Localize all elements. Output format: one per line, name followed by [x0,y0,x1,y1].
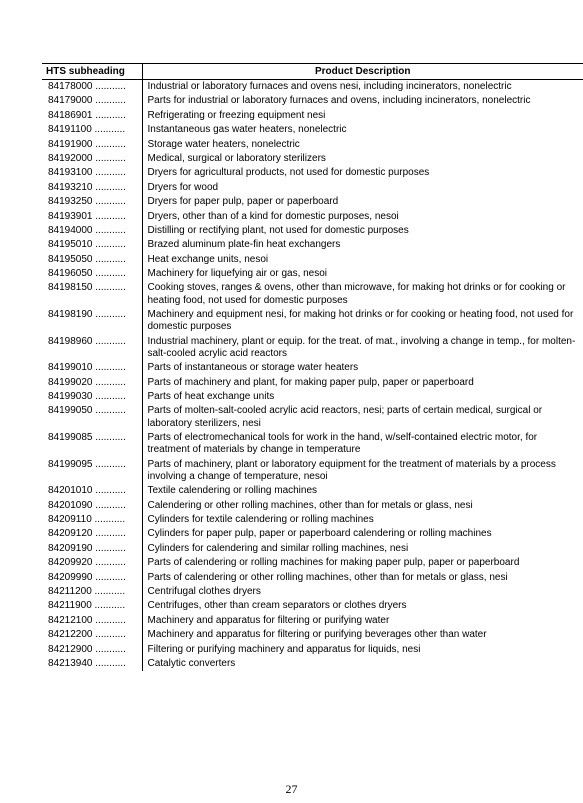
dot-leader: ........... [95,376,126,388]
hts-code-cell [42,643,142,657]
dot-leader: ........... [95,571,126,583]
product-description-cell: Dryers for wood [147,181,219,193]
product-description-cell: Parts of instantaneous or storage water heaters [147,362,359,374]
dot-leader: ........... [95,528,126,540]
hts-code: 84213940 [48,657,93,669]
table-body [42,80,583,672]
hts-code-cell [42,513,142,527]
product-description-cell: Dryers for agricultural products, not used for domestic purposes [147,167,430,179]
hts-code: 84201090 [48,499,93,511]
dot-leader: ........... [95,109,126,121]
hts-code: 84209110 [48,513,92,525]
table-row [42,484,583,498]
product-description-cell: Cylinders for paper pulp, paper or paperboard calendering or rolling machines [147,528,492,540]
product-description-cell: Machinery for liquefying air or gas, nesoi [147,268,328,280]
table-row [42,431,583,458]
product-description-cell: Machinery and apparatus for filtering or purifying water [147,614,390,626]
hts-code-cell [42,527,142,541]
product-description-cell: Dryers, other than of a kind for domestic purposes, nesoi [147,210,399,222]
hts-code: 84193250 [48,196,93,208]
hts-code: 84198960 [48,335,93,347]
hts-code-cell [42,458,142,485]
hts-code-cell [42,224,142,238]
table-row [42,253,583,267]
hts-code-cell [42,484,142,498]
product-description-cell: Heat exchange units, nesoi [147,253,269,265]
table-row [42,376,583,390]
hts-code: 84199030 [48,391,93,403]
hts-code: 84209190 [48,542,93,554]
hts-code: 84194000 [48,224,93,236]
dot-leader: ........... [94,600,126,612]
dot-leader: ........... [95,458,126,470]
product-description-cell: Brazed aluminum plate-fin heat exchangers [147,239,341,251]
hts-code: 84199095 [48,458,93,470]
hts-code-cell [42,571,142,585]
table-row [42,542,583,556]
product-description-cell: Instantaneous gas water heaters, nonelectric [147,124,347,136]
hts-code: 84199085 [48,432,93,444]
hts-code: 84186901 [48,109,93,121]
hts-code-cell [42,195,142,209]
hts-code-cell [42,542,142,556]
product-description-cell: Cylinders for calendering and similar rolling machines, nesi [147,542,409,554]
product-description-cell: Parts of heat exchange units [147,391,275,403]
hts-code-cell [42,556,142,570]
hts-code: 84196050 [48,268,93,280]
dot-leader: ........... [95,362,126,374]
table-row [42,123,583,137]
hts-code-cell [42,94,142,108]
table-row [42,614,583,628]
dot-leader: ........... [94,124,126,136]
table-row [42,94,583,108]
hts-code: 84199020 [48,376,93,388]
hts-code: 84199050 [48,405,93,417]
hts-code-cell [42,123,142,137]
product-description-cell: Industrial machinery, plant or equip. for the treat. of mat., involving a change in temp., for molten-salt-cooled acrylic acid reactors [147,335,576,359]
dot-leader: ........... [95,391,126,403]
table-row [42,499,583,513]
dot-leader: ........... [94,585,126,597]
dot-leader: ........... [95,282,126,294]
hts-code: 84195050 [48,253,93,265]
hts-code: 84178000 [48,81,93,92]
table-header [42,64,583,80]
table-row [42,404,583,431]
dot-leader: ........... [95,485,126,497]
product-description-cell: Filtering or purifying machinery and apparatus for liquids, nesi [147,643,421,655]
product-description-cell: Parts of molten-salt-cooled acrylic acid reactors, nesi; parts of certain medical, surgical or laboratory sterilizers, nesi [147,405,543,429]
dot-leader: ........... [95,95,126,107]
hts-code-cell [42,181,142,195]
product-description-cell: Machinery and equipment nesi, for making hot drinks or for cooking or heating food, not used for domestic purposes [147,309,574,333]
product-description-cell: Parts of machinery, plant or laboratory equipment for the treatment of materials by a process involving a change of temperature, nesoi [147,458,556,482]
hts-code-cell [42,614,142,628]
hts-code: 84193901 [48,210,93,222]
hts-code-cell [42,210,142,224]
hts-code: 84211900 [48,600,92,612]
hts-code-cell [42,152,142,166]
header-row [42,64,583,80]
table-row [42,267,583,281]
product-description-cell: Storage water heaters, nonelectric [147,138,300,150]
table-row [42,513,583,527]
dot-leader: ........... [95,81,126,92]
hts-code: 84191900 [48,138,93,150]
dot-leader: ........... [95,181,126,193]
table-row [42,361,583,375]
hts-code-cell [42,166,142,180]
hts-code-cell [42,431,142,458]
table-row [42,643,583,657]
hts-code: 84191100 [48,124,92,136]
hts-code: 84209990 [48,571,93,583]
hts-code-cell [42,376,142,390]
hts-code-cell [42,80,142,95]
hts-code: 84211200 [48,585,92,597]
dot-leader: ........... [95,196,126,208]
hts-code-cell [42,109,142,123]
table-row [42,571,583,585]
product-description-cell: Catalytic converters [147,657,236,669]
product-description-column-header: Product Description [142,64,583,80]
table-row [42,281,583,308]
dot-leader: ........... [95,499,126,511]
hts-code: 84195010 [48,239,93,251]
table-row [42,335,583,362]
hts-code-cell [42,308,142,335]
table-row [42,556,583,570]
table-row [42,458,583,485]
page-number: 27 [285,782,298,796]
document-page [42,63,583,671]
product-description-cell: Parts of machinery and plant, for making paper pulp, paper or paperboard [147,376,474,388]
product-description-cell: Distilling or rectifying plant, not used for domestic purposes [147,224,409,236]
hts-code: 84209920 [48,557,93,569]
product-description-cell: Dryers for paper pulp, paper or paperboard [147,196,339,208]
hts-code: 84212200 [48,629,93,641]
hts-code-cell [42,138,142,152]
table-row [42,138,583,152]
table-row [42,166,583,180]
hts-code-cell [42,335,142,362]
product-description-cell: Medical, surgical or laboratory sterilizers [147,152,326,164]
table-row [42,238,583,252]
hts-code: 84212100 [48,614,93,626]
hts-code: 84198150 [48,282,93,294]
hts-code-cell [42,628,142,642]
dot-leader: ........... [95,138,126,150]
hts-code: 84209120 [48,528,93,540]
dot-leader: ........... [95,335,126,347]
table-row [42,195,583,209]
dot-leader: ........... [95,152,126,164]
dot-leader: ........... [95,405,126,417]
table-row [42,210,583,224]
hts-code-cell [42,499,142,513]
product-description-cell: Centrifugal clothes dryers [147,585,261,597]
product-description-cell: Parts of calendering or other rolling machines, other than for metals or glass, nesi [147,571,508,583]
dot-leader: ........... [95,542,126,554]
table-row [42,224,583,238]
hts-code-cell [42,361,142,375]
table-row [42,308,583,335]
hts-code-cell [42,253,142,267]
dot-leader: ........... [95,224,126,236]
dot-leader: ........... [95,629,126,641]
table-row [42,390,583,404]
dot-leader: ........... [95,268,126,280]
dot-leader: ........... [95,253,126,265]
hts-code-cell [42,238,142,252]
hts-code: 84201010 [48,485,93,497]
table-row [42,657,583,671]
hts-code: 84193100 [48,167,93,179]
product-description-cell: Parts of calendering or rolling machines for making paper pulp, paper or paperboard [147,557,520,569]
product-description-cell: Machinery and apparatus for filtering or purifying beverages other than water [147,629,487,641]
hts-code-cell [42,390,142,404]
hts-table [42,63,583,671]
hts-code: 84179000 [48,95,93,107]
product-description-cell: Centrifuges, other than cream separators or clothes dryers [147,600,407,612]
product-description-cell: Industrial or laboratory furnaces and ovens nesi, including incinerators, nonelectric [147,81,512,92]
dot-leader: ........... [95,239,126,251]
hts-code-cell [42,657,142,671]
hts-code-cell [42,281,142,308]
hts-code-cell [42,404,142,431]
dot-leader: ........... [95,657,126,669]
table-row [42,585,583,599]
dot-leader: ........... [94,513,126,525]
product-description-cell: Refrigerating or freezing equipment nesi [147,109,326,121]
hts-subheading-column-header: HTS subheading [42,64,142,80]
hts-code: 84198190 [48,309,93,321]
hts-code: 84199010 [48,362,93,374]
product-description-cell: Parts of electromechanical tools for work in the hand, w/self-contained electric motor, for treatment of materials by change in temperature [147,432,538,456]
hts-code: 84212900 [48,643,93,655]
hts-code-cell [42,267,142,281]
dot-leader: ........... [95,614,126,626]
table-row [42,599,583,613]
hts-code-cell [42,585,142,599]
dot-leader: ........... [95,309,126,321]
table-row [42,181,583,195]
product-description-cell: Cylinders for textile calendering or rolling machines [147,513,374,525]
hts-code: 84193210 [48,181,93,193]
table-row [42,152,583,166]
product-description-cell: Cooking stoves, ranges & ovens, other than microwave, for making hot drinks or for cooking or heating food, not used for domestic purposes [147,282,566,306]
product-description-cell: Textile calendering or rolling machines [147,485,318,497]
dot-leader: ........... [95,167,126,179]
table-row [42,527,583,541]
hts-code: 84192000 [48,152,93,164]
product-description-cell: Calendering or other rolling machines, other than for metals or glass, nesi [147,499,473,511]
dot-leader: ........... [95,643,126,655]
dot-leader: ........... [95,557,126,569]
product-description-cell: Parts for industrial or laboratory furnaces and ovens, including incinerators, nonelectric [147,95,531,107]
hts-code-cell [42,599,142,613]
dot-leader: ........... [95,432,126,444]
table-row [42,109,583,123]
dot-leader: ........... [95,210,126,222]
table-row [42,80,583,95]
table-row [42,628,583,642]
